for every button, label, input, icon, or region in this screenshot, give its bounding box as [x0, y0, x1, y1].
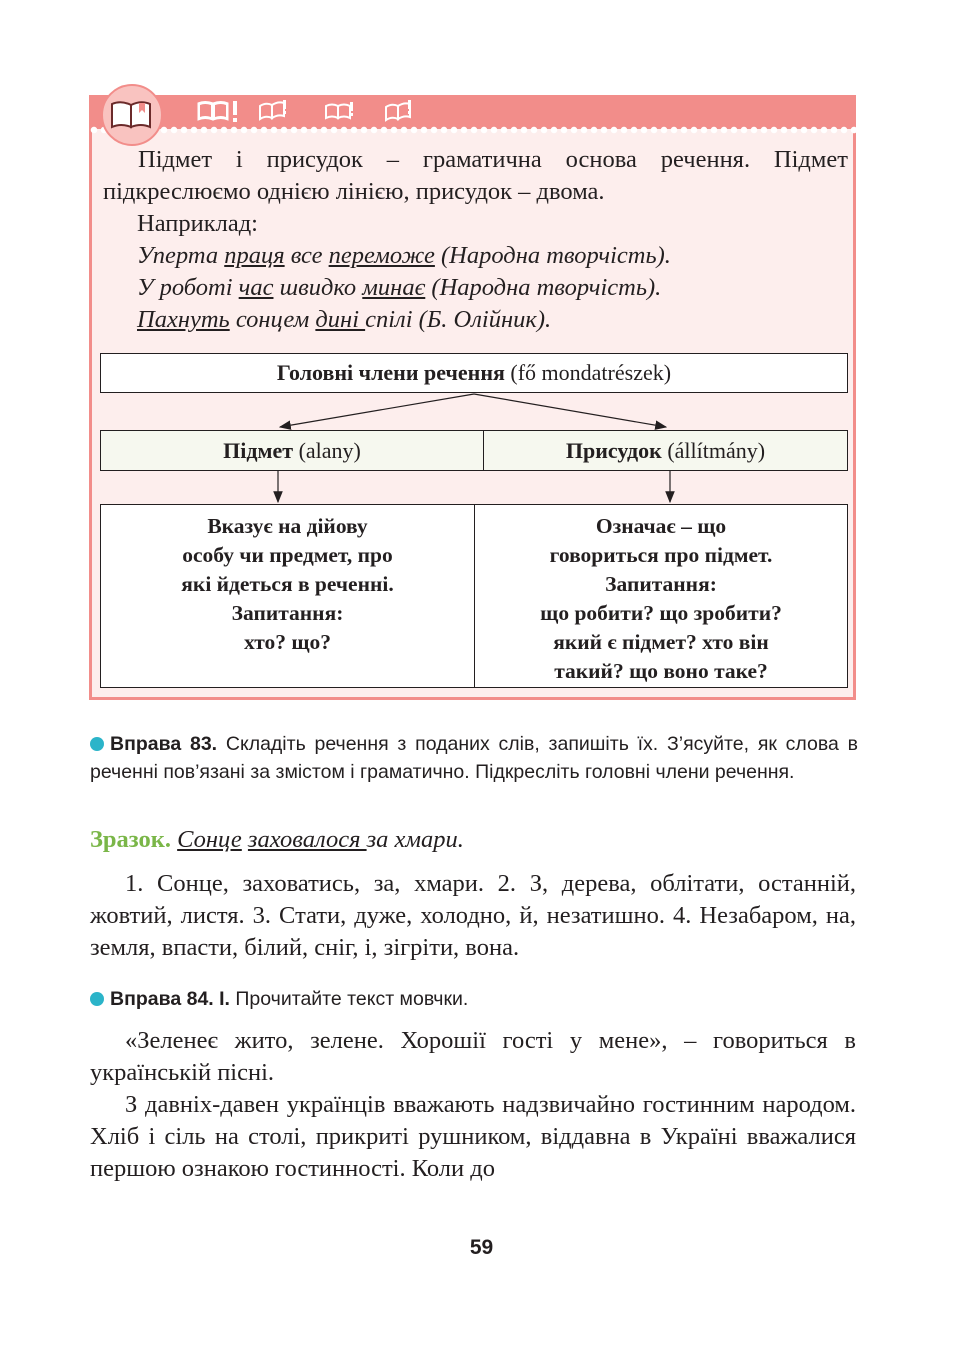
- exercise-84-task: Вправа 84. I. Прочитайте текст мовчки.: [90, 985, 858, 1013]
- subject-box: Підмет (alany): [100, 430, 484, 471]
- bullet-icon: [90, 992, 104, 1006]
- exercise-83-sample: Зразок. Сонце заховалося за хмари.: [90, 826, 464, 853]
- main-members-box: Головні члени речення (fő mondatrészek): [100, 353, 848, 393]
- bullet-icon: [90, 737, 104, 751]
- example-sentence-3: Пахнуть сонцем дині спілі (Б. Олійник).: [137, 306, 552, 333]
- predicate-box: Присудок (állítmány): [483, 430, 848, 471]
- exercise-84-paragraph-2: З давніх-давен українців вважають надзвичайно гостинним народом. Хліб і сіль на столі, прикриті рушником, віддавна в Україні вважалися першою ознакою гостинності. Коли до: [90, 1091, 856, 1182]
- example-label: Наприклад:: [137, 210, 258, 237]
- example-sentence-1: Уперта праця все переможе (Народна творчість).: [137, 242, 671, 269]
- exercise-84-paragraph-1: «Зеленеє жито, зелене. Хорошії гості у мене», – говориться в українській пісні.: [90, 1027, 856, 1086]
- rule-definition: Підмет і присудок – граматична основа речення. Підмет підкреслюємо однією лінією, присудок – двома.: [103, 146, 848, 205]
- exercise-83-items: 1. Сонце, заховатись, за, хмари. 2. З, дерева, облітати, останній, жовтий, листя. 3. Стати, дуже, холодно, й, незатишно. 4. Незабаром, на, земля, впасти, білий, сніг, і, зігріти, вона.: [90, 870, 856, 961]
- subject-description: Вказує на дійову особу чи предмет, про які йдеться в реченні. Запитання: хто? що?: [100, 504, 475, 688]
- exercise-83-task: Вправа 83. Складіть речення з поданих слів, запишіть їх. З’ясуйте, як слова в реченні пов’язані за змістом і граматично. Підкресліть головні члени речення.: [90, 733, 858, 783]
- page-number: 59: [469, 1236, 494, 1259]
- example-sentence-2: У роботі час швидко минає (Народна творчість).: [137, 274, 662, 301]
- predicate-description: Означає – що говориться про підмет. Запитання: що робити? що зробити? який є підмет? хто він такий? що воно таке?: [474, 504, 848, 688]
